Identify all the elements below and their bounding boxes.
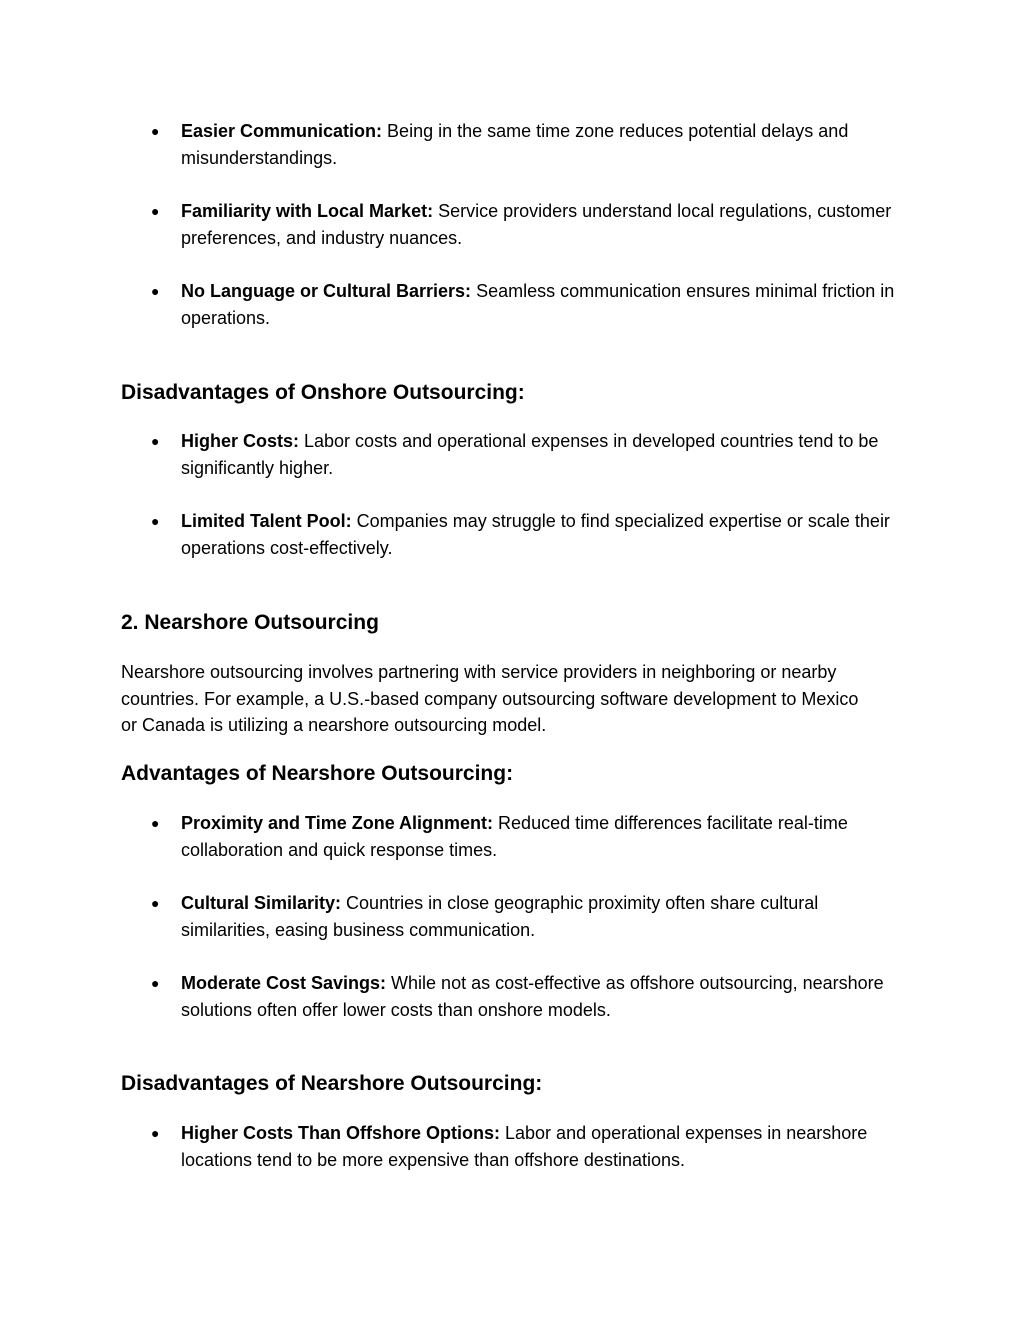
bullet-icon: ● — [151, 895, 160, 911]
nearshore-advantages-list-block — [0, 810, 1024, 1024]
item-term: Familiarity with Local Market: — [181, 201, 439, 221]
list-item — [0, 508, 896, 562]
onshore-disadvantages-list — [0, 428, 1024, 562]
item-term: Moderate Cost Savings: — [181, 973, 392, 993]
list-item — [0, 198, 896, 252]
item-term: Higher Costs: — [181, 431, 305, 451]
item-text: Reduced time differences facilitate real-time collaboration and quick response times. — [181, 813, 848, 860]
item-text: Countries in close geographic proximity often share cultural similarities, easing business communication. — [181, 893, 819, 940]
item-term: Easier Communication: — [181, 121, 388, 141]
item-text: Labor and operational expenses in nearshore locations tend to be more expensive than offshore destinations. — [181, 1123, 868, 1170]
nearshore-advantages-list — [0, 810, 1024, 1024]
list-item — [0, 1120, 896, 1174]
list-item — [0, 118, 896, 172]
nearshore-intro-paragraph: Nearshore outsourcing involves partnering with service providers in neighboring or nearby countries. For example, a U.S.-based company outsourcing software development to Mexico or Canada is utilizing a nearshore outsourcing model. — [121, 662, 859, 735]
onshore-disadvantages-list-block — [0, 428, 1024, 562]
onshore-advantages-list — [0, 118, 1024, 332]
bullet-icon: ● — [151, 513, 160, 529]
item-term: No Language or Cultural Barriers: — [181, 281, 477, 301]
item-text: While not as cost-effective as offshore outsourcing, nearshore solutions often offer lower costs than onshore models. — [181, 973, 884, 1020]
section-heading: Disadvantages of Nearshore Outsourcing: — [121, 1072, 543, 1095]
list-item — [0, 428, 896, 482]
list-item — [0, 810, 896, 864]
section-heading: Advantages of Nearshore Outsourcing: — [121, 762, 514, 785]
nearshore-disadvantages-list — [0, 1120, 1024, 1174]
item-term: Cultural Similarity: — [181, 893, 347, 913]
item-term: Proximity and Time Zone Alignment: — [181, 813, 499, 833]
item-term: Higher Costs Than Offshore Options: — [181, 1123, 506, 1143]
item-text: Labor costs and operational expenses in developed countries tend to be significantly higher. — [181, 431, 879, 478]
list-item — [0, 970, 896, 1024]
onshore-advantages-list-block — [0, 118, 1024, 332]
section-heading: 2. Nearshore Outsourcing — [121, 611, 379, 634]
item-text: Service providers understand local regulations, customer preferences, and industry nuances. — [181, 201, 892, 248]
item-text: Seamless communication ensures minimal friction in operations. — [181, 281, 895, 328]
bullet-icon: ● — [151, 123, 160, 139]
list-item — [0, 278, 896, 332]
list-item — [0, 890, 896, 944]
bullet-icon: ● — [151, 433, 160, 449]
bullet-icon: ● — [151, 975, 160, 991]
section-heading: Disadvantages of Onshore Outsourcing: — [121, 381, 525, 404]
bullet-icon: ● — [151, 1125, 160, 1141]
item-term: Limited Talent Pool: — [181, 511, 357, 531]
bullet-icon: ● — [151, 203, 160, 219]
bullet-icon: ● — [151, 815, 160, 831]
item-text: Being in the same time zone reduces potential delays and misunderstandings. — [181, 121, 849, 168]
item-text: Companies may struggle to find specialized expertise or scale their operations cost-effectively. — [181, 511, 890, 558]
bullet-icon: ● — [151, 283, 160, 299]
nearshore-disadvantages-list-block — [0, 1120, 1024, 1174]
